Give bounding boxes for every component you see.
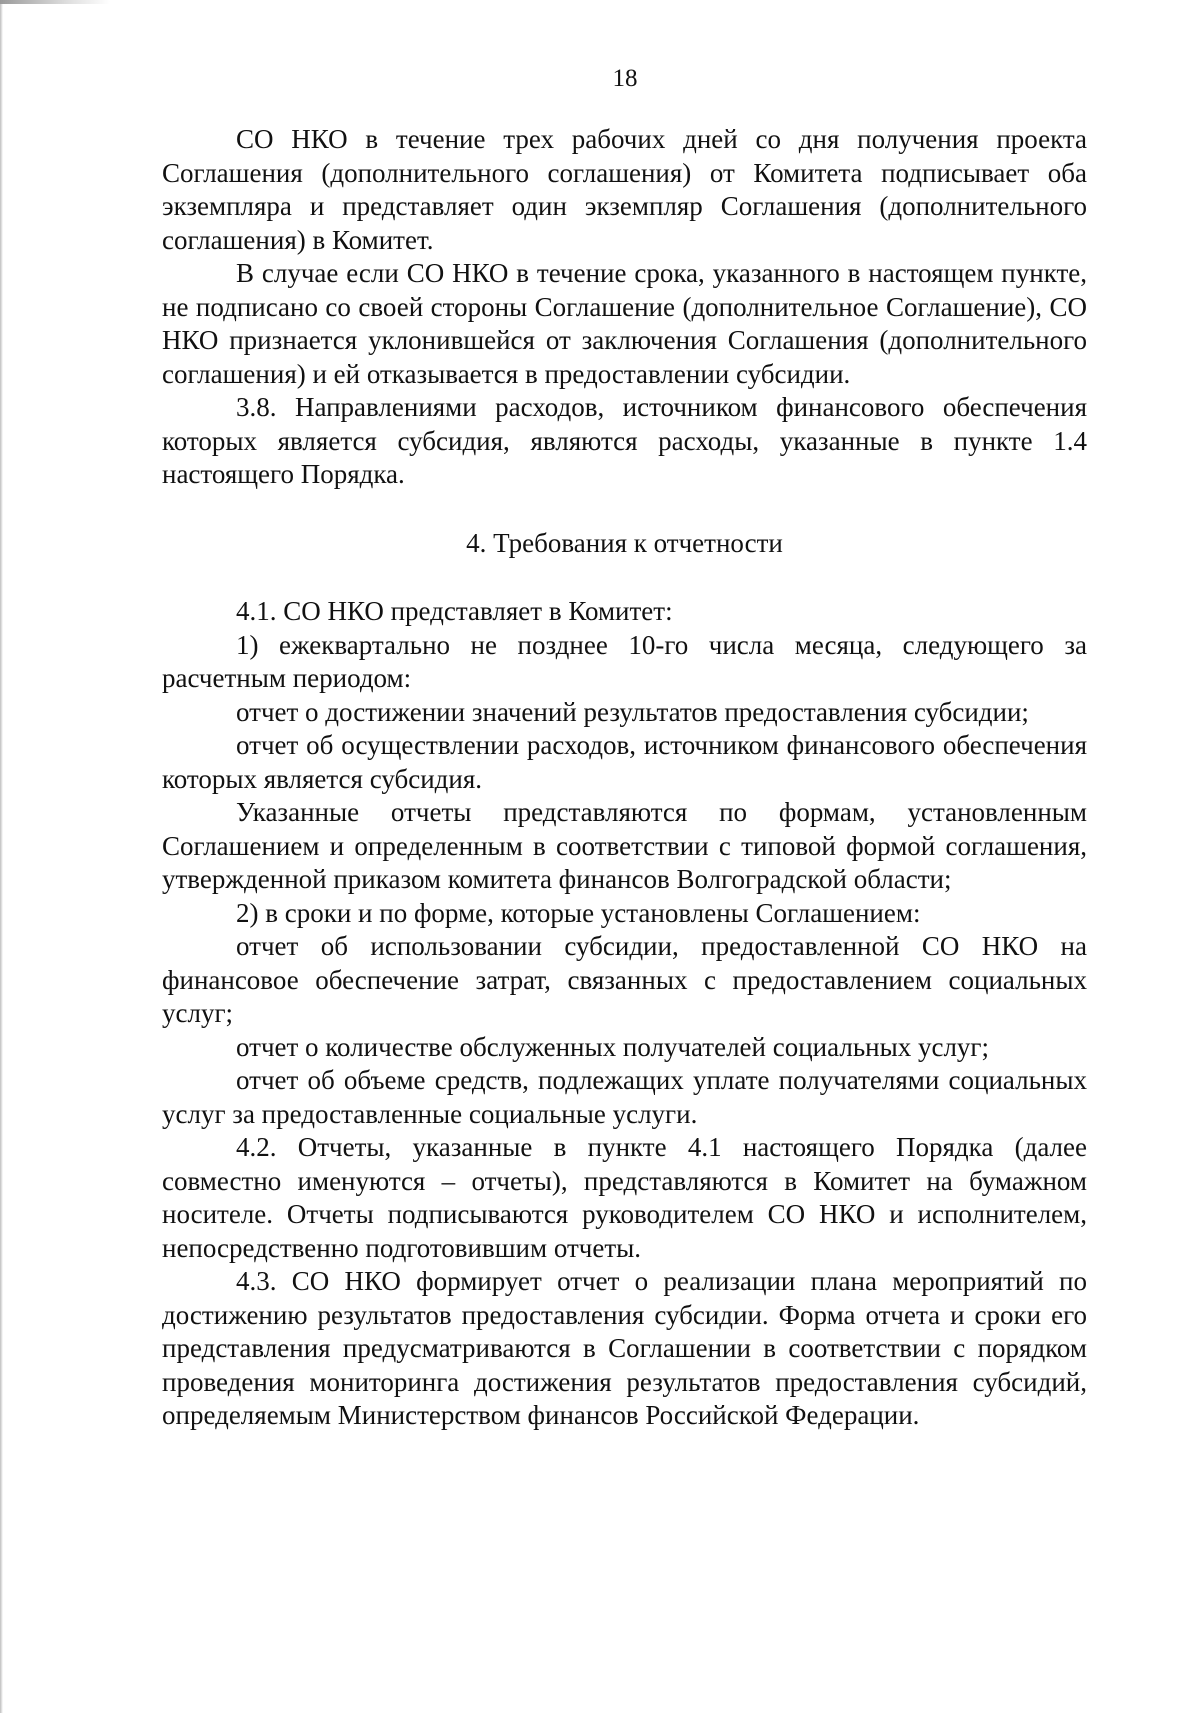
paragraph-4-3: 4.3. СО НКО формирует отчет о реализации плана мероприятий по достижению результатов предоставления субсидии. Форма отчета и сроки его представления предусматриваются в Соглашении в соответствии с порядком проведения мониторинга достижения результатов предоставления субсидий, определяемым Министерством финансов Российской Федерации. xyxy=(162,1266,1087,1430)
paragraph-agreement-terms: 2) в сроки и по форме, которые установлены Соглашением: xyxy=(236,897,921,928)
scan-top-mark xyxy=(0,0,110,4)
section-heading: 4. Требования к отчетности xyxy=(466,527,783,558)
paragraph-3-8: 3.8. Направлениями расходов, источником финансового обеспечения которых является субсидия, являются расходы, указанные в пункте 1.4 настоящего Порядка. xyxy=(162,392,1087,489)
paragraph-quarterly: 1) ежеквартально не позднее 10-го числа месяца, следующего за расчетным периодом: xyxy=(162,629,1087,693)
paragraph-refusal: В случае если СО НКО в течение срока, указанного в настоящем пункте, не подписано со своей стороны Соглашение (дополнительное Соглашение), СО НКО признается уклонившейся от заключения Соглашения (дополнительного соглашения) и ей отказывается в предоставлении субсидии. xyxy=(162,258,1087,389)
paragraph-report-expenses: отчет об осуществлении расходов, источником финансового обеспечения которых является субсидия. xyxy=(162,730,1087,794)
paragraph-4-2: 4.2. Отчеты, указанные в пункте 4.1 настоящего Порядка (далее совместно именуются – отчеты), представляются в Комитет на бумажном носителе. Отчеты подписываются руководителем СО НКО и исполнителем, непосредственно подготовившим отчеты. xyxy=(162,1132,1087,1263)
document-body xyxy=(162,123,1087,1433)
page-number: 18 xyxy=(612,65,638,92)
paragraph-signing-deadline: СО НКО в течение трех рабочих дней со дня получения проекта Соглашения (дополнительного соглашения) от Комитета подписывает оба экземпляра и представляет один экземпляр Соглашения (дополнительного соглашения) в Комитет. xyxy=(162,124,1087,255)
paragraph-report-results: отчет о достижении значений результатов предоставления субсидии; xyxy=(236,696,1029,727)
paragraph-report-forms: Указанные отчеты представляются по формам, установленным Соглашением и определенным в соответствии с типовой формой соглашения, утвержденной приказом комитета финансов Волгоградской области; xyxy=(162,797,1087,894)
paragraph-report-payments: отчет об объеме средств, подлежащих уплате получателями социальных услуг за предоставленные социальные услуги. xyxy=(162,1065,1087,1129)
paragraph-report-usage: отчет об использовании субсидии, предоставленной СО НКО на финансовое обеспечение затрат, связанных с предоставлением социальных услуг; xyxy=(162,931,1087,1028)
scan-edge-shadow xyxy=(0,0,3,1713)
paragraph-4-1: 4.1. СО НКО представляет в Комитет: xyxy=(236,596,673,626)
paragraph-report-recipients: отчет о количестве обслуженных получателей социальных услуг; xyxy=(236,1031,990,1062)
